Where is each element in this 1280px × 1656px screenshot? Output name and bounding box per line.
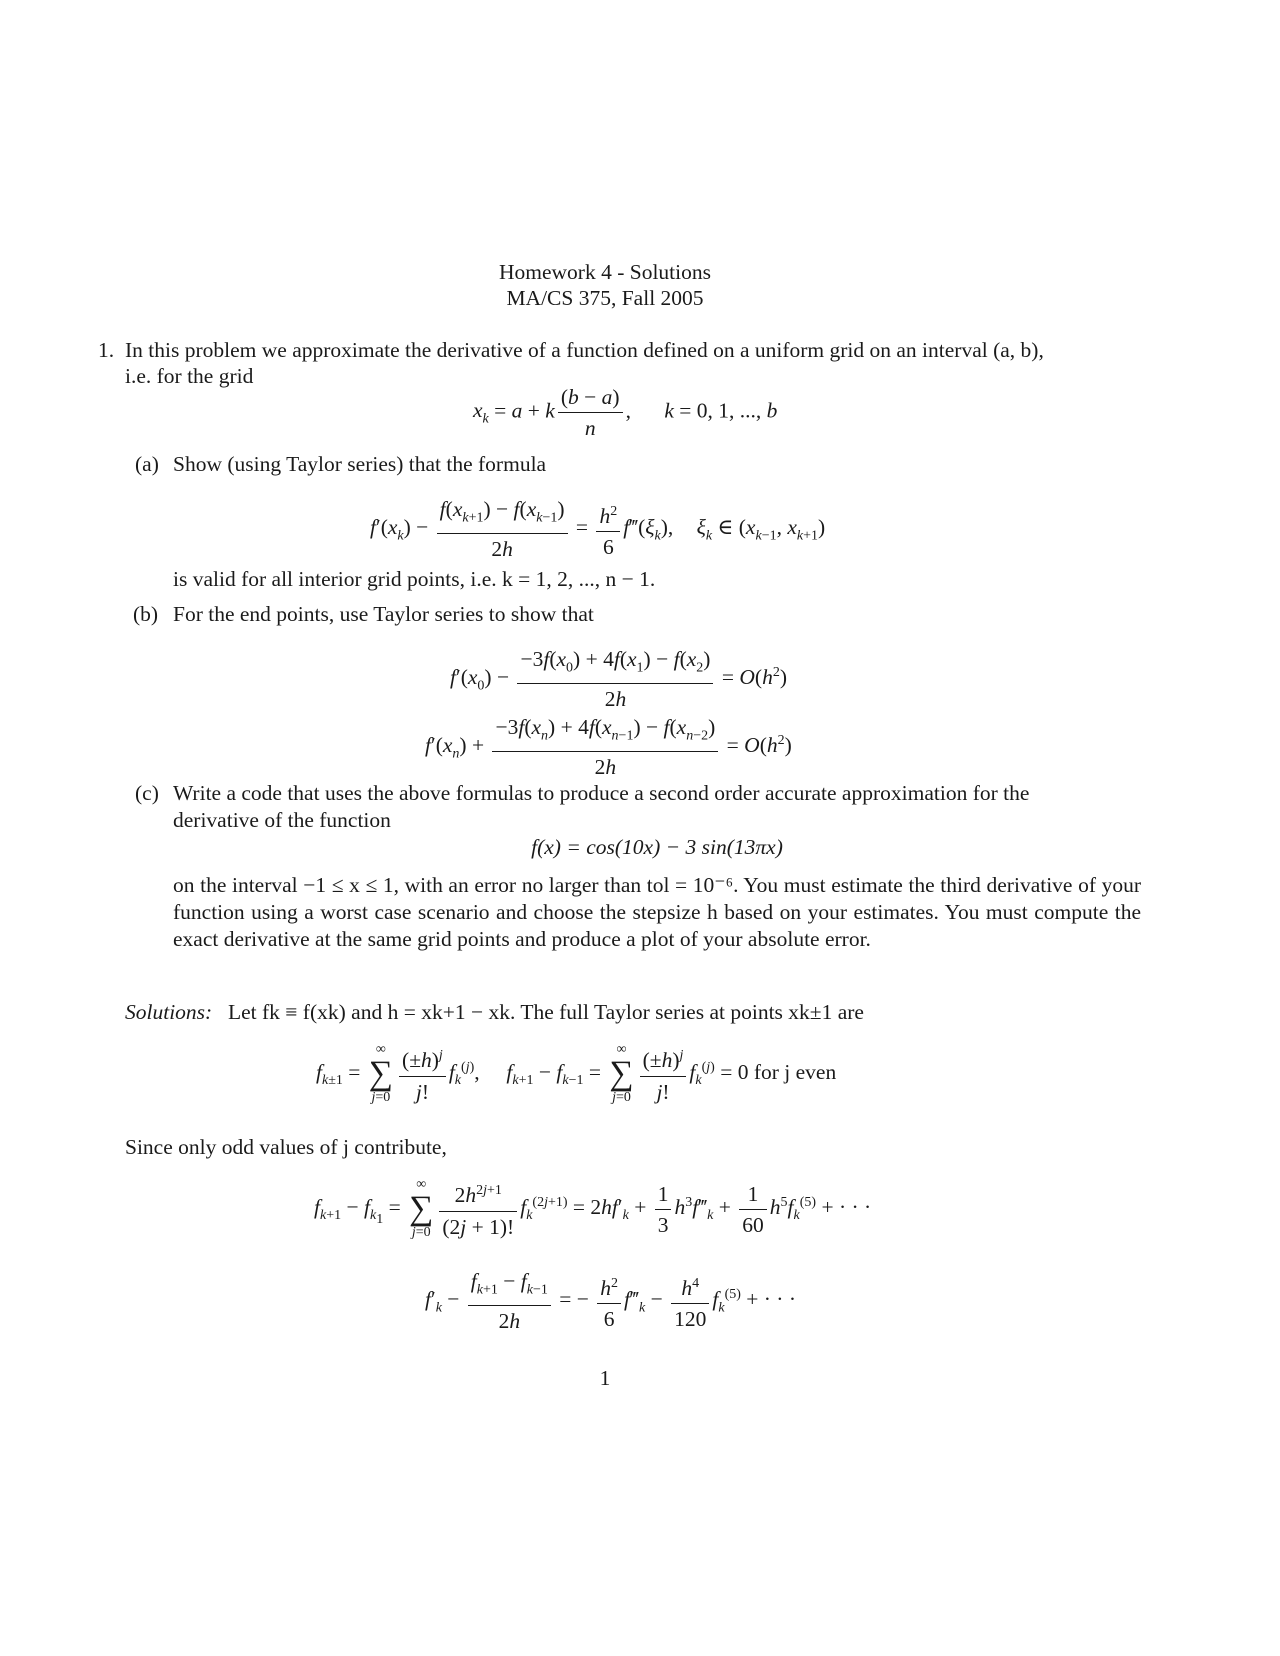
odd-terms-equation: $f_{k+1} - f_{k_1}$ = ∞ ∑ j=0 $\frac{2h^{2j+1}}{(2j + 1)!}$ $f_k^{(2j+1)} = 2hf'_k$ + $\frac{1}{3}$ $h^3f‴_k$ + $\frac{1}{60}$ $h^5f_k^{(5)}$ + · · · (314, 1177, 872, 1240)
backward-endpoint-formula: $f'(x_n)$ + $\frac{-3f(x_n) + 4f(x_{n-1}) - f(x_{n-2})}{2h}$ = $O(h^2)$ (425, 715, 792, 780)
course-line: MA/CS 375, Fall 2005 (506, 286, 704, 310)
part-c-label: (c) (135, 781, 159, 805)
problem-intro-line2: i.e. for the grid (125, 364, 254, 388)
part-c-text-line2: derivative of the function (173, 808, 391, 832)
error-expansion-equation: $f'_k$ − $\frac{f_{k+1} - f_{k-1}}{2h}$ = − $\frac{h^2}{6}$ $f‴_k$ − $\frac{h^4}{120}$ $f_k^{(5)}$ + · · · (425, 1269, 796, 1334)
solutions-intro: Let fk ≡ f(xk) and h = xk+1 − xk. The full Taylor series at points xk±1 are (228, 1000, 864, 1024)
part-a-after: is valid for all interior grid points, i.e. k = 1, 2, ..., n − 1. (173, 567, 656, 591)
page-number: 1 (599, 1366, 611, 1390)
part-c-paragraph: on the interval −1 ≤ x ≤ 1, with an error no larger than tol = 10⁻⁶. You must estimate the third derivative of your function using a worst case scenario and choose the stepsize h based on your estimates. You must compute the exact derivative at the same grid points and produce a plot of your absolute error. (173, 873, 1141, 951)
problem-intro-line1: In this problem we approximate the derivative of a function defined on a uniform grid on an interval (a, b), (125, 338, 1044, 362)
solutions-label: Solutions: (125, 1000, 213, 1024)
odd-values-text: Since only odd values of j contribute, (125, 1135, 447, 1159)
even-note: = 0 for j even (720, 1059, 837, 1084)
part-c-text-line1: Write a code that uses the above formulas to produce a second order accurate approximation for the (173, 781, 1030, 805)
taylor-series-equation: $f_{k\pm 1}$ = ∞ ∑ j=0 $\frac{(\pm h)^j}{j!}$ $f_k^{(j)}$, $f_{k+1} - f_{k-1}$ = ∞ ∑ j=0 $\frac{(\pm h)^j}{j!}$ $f_k^{(j)} = 0$ for j even (316, 1042, 837, 1105)
document-title: Homework 4 - Solutions (498, 260, 711, 284)
target-function: f(x) = cos(10x) − 3 sin(13πx) (531, 835, 783, 859)
part-a-label: (a) (135, 452, 159, 476)
central-difference-formula: $f'(x_k)$ − $\frac{f(x_{k+1}) - f(x_{k-1})}{2h}$ = $\frac{h^2}{6}$ $f‴(\xi_k)$, $\xi_k$ ∈ ($x_{k-1}$, $x_{k+1}$) (370, 497, 826, 562)
grid-equation: $x_k = a + k$ $\frac{(b - a)}{n}$ , k = 0, 1, ..., b (473, 385, 778, 440)
part-a-text: Show (using Taylor series) that the formula (173, 452, 547, 476)
part-b-label: (b) (133, 602, 159, 626)
part-b-text: For the end points, use Taylor series to show that (173, 602, 594, 626)
forward-endpoint-formula: $f'(x_0)$ − $\frac{-3f(x_0) + 4f(x_1) - f(x_2)}{2h}$ = $O(h^2)$ (450, 647, 787, 712)
problem-number: 1. (98, 338, 115, 362)
